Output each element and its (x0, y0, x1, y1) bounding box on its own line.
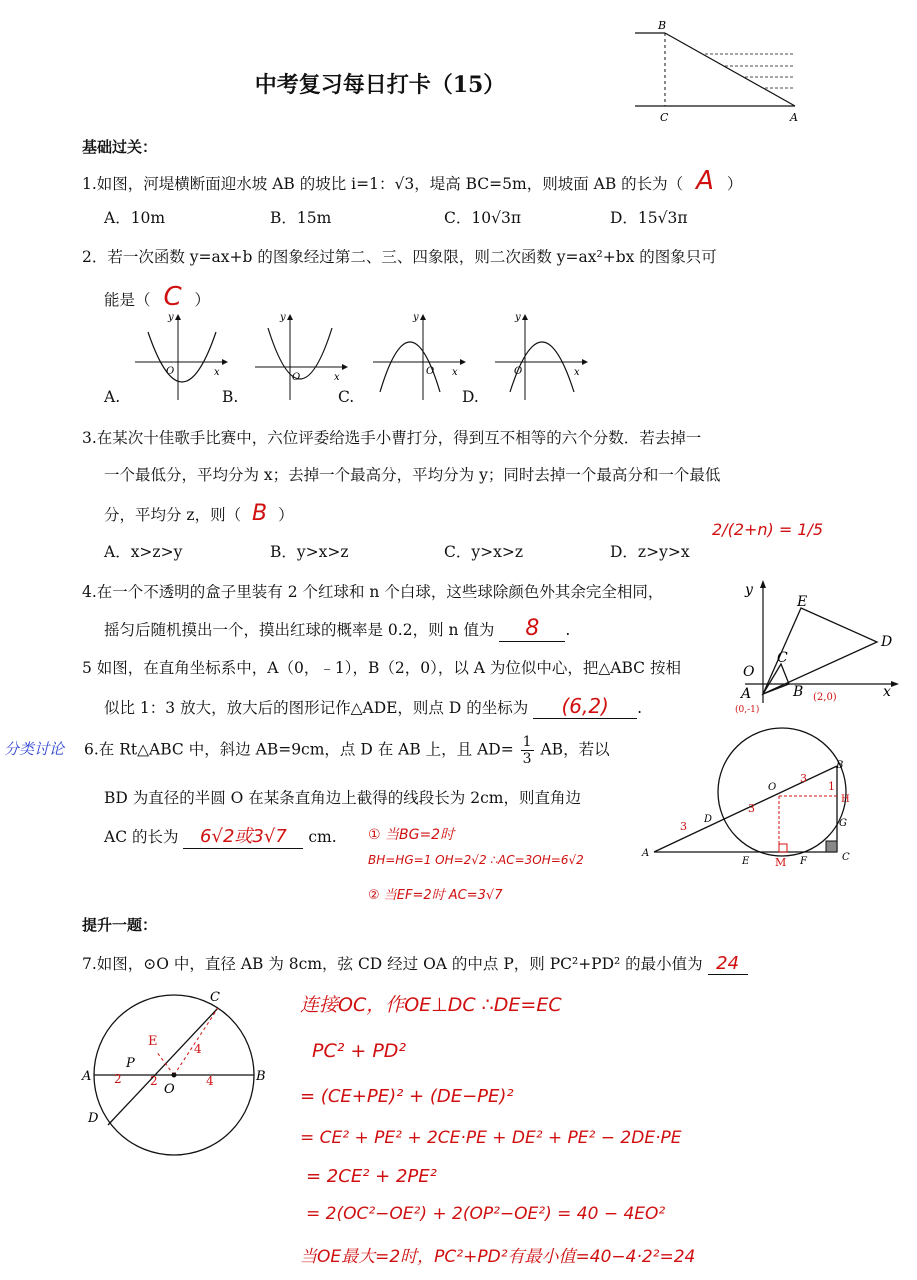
q6-answer: 6√2或3√7 (183, 822, 303, 849)
svg-text:G: G (839, 818, 847, 829)
svg-text:y: y (168, 312, 174, 323)
svg-text:(2,0): (2,0) (813, 692, 837, 703)
q2-graph-c (368, 312, 468, 402)
q5-answer: (6,2) (533, 694, 637, 719)
q2-graph-d (490, 312, 590, 402)
q7-work-line6: = 2(OC²−OE²) + 2(OP²−OE²) = 40 − 4EO² (306, 1204, 666, 1224)
q7-work-line2: PC² + PD² (312, 1040, 407, 1062)
q3-answer: B (252, 501, 268, 526)
q1-label-b: B (658, 19, 667, 32)
svg-text:1: 1 (828, 780, 835, 793)
q1-option-c: C．10√3π (444, 209, 522, 227)
q6-stem-line3: AC 的长为 6√2或3√7 cm. (104, 822, 337, 849)
q2-stem-line2: 能是（ C ） (104, 282, 211, 312)
svg-text:D: D (881, 634, 893, 650)
q2-graph-b (250, 312, 350, 402)
q3-handwritten-note: 2/(2+n) = 1/5 (712, 520, 824, 539)
svg-text:O: O (166, 366, 175, 377)
svg-text:B: B (793, 684, 804, 700)
q7-work-line4: = CE² + PE² + 2CE·PE + DE² + PE² − 2DE·PE (300, 1128, 682, 1148)
q4-stem-line2: 摇匀后随机摸出一个，摸出红球的概率是 0.2，则 n 值为 8 . (104, 616, 571, 641)
q1-label-c: C (660, 111, 669, 124)
q2-graph-label-c: C. (338, 388, 355, 406)
q1-option-b: B．15m (270, 209, 332, 227)
q6-figure (642, 732, 912, 872)
q7-work-line3: = (CE+PE)² + (DE−PE)² (300, 1086, 514, 1107)
svg-text:M: M (775, 856, 787, 869)
q2-graph-a (130, 312, 230, 402)
q1-answer: A (696, 166, 714, 196)
section-advanced: 提升一题： (82, 916, 158, 934)
svg-text:F: F (800, 856, 807, 867)
q7-stem: 7.如图，⊙O 中，直径 AB 为 8cm，弦 CD 经过 OA 的中点 P，则 PC²+PD² 的最小值为 24 (82, 952, 748, 975)
svg-text:D: D (88, 1111, 99, 1126)
q7-work-line7: 当OE最大=2时，PC²+PD²有最小值=40−4·2²=24 (300, 1247, 696, 1267)
svg-text:C: C (842, 852, 850, 863)
svg-text:4: 4 (206, 1074, 214, 1088)
svg-text:x: x (334, 372, 340, 383)
section-basic: 基础过关： (82, 138, 158, 156)
q6-work-line2: BH=HG=1 OH=2√2 ∴AC=3OH=6√2 (368, 853, 584, 867)
svg-text:B: B (256, 1069, 266, 1084)
q5-stem-line2: 似比 1：3 放大，放大后的图形记作△ADE，则点 D 的坐标为 (6,2) . (104, 694, 643, 718)
svg-text:2: 2 (150, 1074, 158, 1088)
q3-option-c: C．y>x>z (444, 543, 523, 561)
svg-text:P: P (126, 1056, 135, 1071)
q6-work-line1: ① 当BG=2时 (368, 827, 455, 843)
svg-text:A: A (642, 848, 650, 859)
q6-fraction: $\frac{1}{3}$ (522, 734, 532, 767)
q1-label-a: A (790, 111, 798, 124)
q2-graph-label-d: D. (462, 388, 479, 406)
svg-text:3: 3 (748, 802, 755, 815)
svg-text:D: D (704, 814, 713, 825)
svg-text:O: O (426, 366, 435, 377)
q3-option-a: A．x>z>y (104, 543, 183, 561)
q7-work-line1: 连接OC，作OE⊥DC ∴DE=EC (300, 994, 562, 1016)
q1-option-a: A．10m (104, 209, 166, 227)
svg-text:C: C (777, 650, 788, 666)
q7-work-line5: = 2CE² + 2PE² (306, 1166, 437, 1187)
q2-answer: C (163, 282, 182, 312)
svg-text:x: x (452, 367, 458, 378)
svg-text:y: y (745, 582, 753, 598)
q3-stem-line3: 分，平均分 z，则（ B ） (104, 501, 294, 526)
q6-stem-line2: BD 为直径的半圆 O 在某条直角边上截得的线段长为 2cm，则直角边 (104, 789, 581, 807)
svg-text:4: 4 (194, 1042, 202, 1056)
svg-text:E: E (148, 1034, 158, 1049)
q7-answer: 24 (708, 953, 748, 975)
svg-text:O: O (164, 1082, 175, 1097)
svg-text:x: x (883, 684, 891, 700)
svg-text:3: 3 (680, 820, 687, 833)
svg-text:E: E (797, 594, 808, 610)
q4-answer: 8 (499, 616, 565, 642)
svg-text:(0,-1): (0,-1) (735, 705, 760, 715)
q4-stem-line1: 4.在一个不透明的盒子里装有 2 个红球和 n 个白球，这些球除颜色外其余完全相同， (82, 583, 664, 601)
svg-text:O: O (514, 366, 523, 377)
q2-graph-label-b: B. (222, 388, 239, 406)
q3-stem-line2: 一个最低分，平均分为 x；去掉一个最高分，平均分为 y；同时去掉一个最高分和一个最低 (104, 466, 721, 484)
q3-option-d: D．z>y>x (610, 543, 690, 561)
svg-text:A: A (82, 1069, 92, 1084)
q6-work-line3: ② 当EF=2时 AC=3√7 (368, 888, 503, 903)
q6-margin-note: 分类讨论 (4, 740, 65, 758)
svg-text:A: A (741, 686, 752, 702)
page-title: 中考复习每日打卡（15） (254, 72, 506, 98)
svg-text:2: 2 (114, 1072, 122, 1086)
svg-text:B: B (836, 760, 844, 771)
svg-text:O: O (768, 782, 777, 793)
q1-figure (630, 18, 810, 128)
q1-option-d: D．15√3π (610, 209, 688, 227)
svg-text:y: y (413, 312, 419, 323)
q3-option-b: B．y>x>z (270, 543, 349, 561)
svg-text:C: C (210, 990, 220, 1005)
q5-figure (735, 578, 905, 718)
svg-text:x: x (574, 367, 580, 378)
q2-stem-line1: 2．若一次函数 y=ax+b 的图象经过第二、三、四象限，则二次函数 y=ax²+bx 的图象只可 (82, 248, 717, 266)
svg-text:y: y (515, 312, 521, 323)
q1-stem: 1.如图，河堤横断面迎水坡 AB 的坡比 i=1：√3，堤高 BC=5m，则坡面 AB 的长为（ A ） (82, 166, 743, 196)
svg-text:O: O (743, 664, 755, 680)
svg-text:E: E (742, 856, 750, 867)
q6-stem-line1: 6.在 Rt△ABC 中，斜边 AB=9cm，点 D 在 AB 上，且 AD= $\frac{1}{3}$ AB，若以 (84, 734, 610, 767)
svg-text:H: H (841, 794, 850, 805)
svg-text:y: y (280, 312, 286, 323)
q5-stem-line1: 5 如图，在直角坐标系中，A（0，﹣1），B（2，0），以 A 为位似中心，把△ABC 按相 (82, 659, 681, 677)
svg-text:3: 3 (800, 772, 807, 785)
svg-text:O: O (292, 372, 301, 383)
q2-graph-label-a: A. (104, 388, 121, 406)
svg-text:x: x (214, 367, 220, 378)
q3-stem-line1: 3.在某次十佳歌手比赛中，六位评委给选手小曹打分，得到互不相等的六个分数．若去掉一 (82, 429, 702, 447)
q7-figure (78, 985, 278, 1170)
